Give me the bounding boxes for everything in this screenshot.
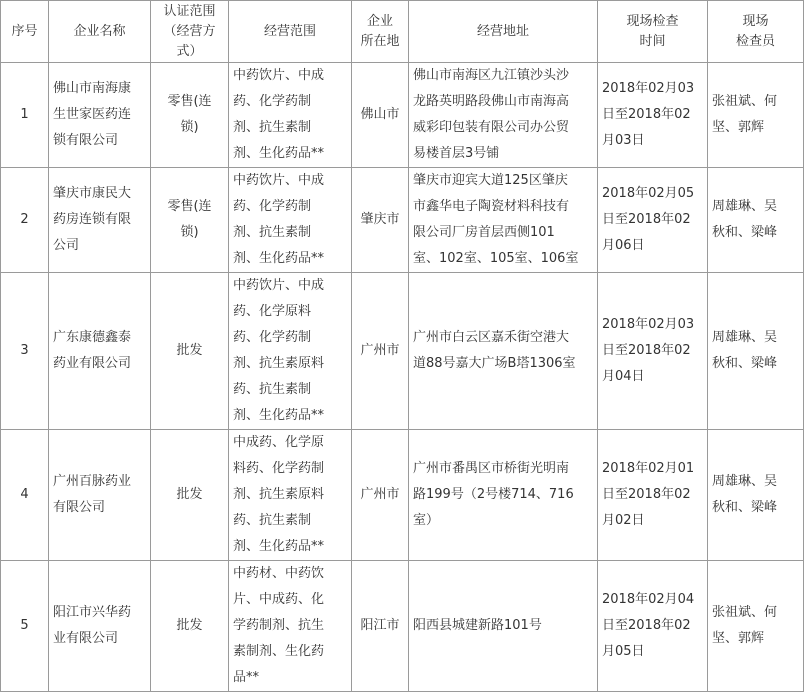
cell-inspectors: 张祖斌、何 坚、郭辉 (708, 63, 804, 168)
header-cert-scope: 认证范围 （经营方 式） (151, 1, 229, 63)
cell-cert-scope: 零售(连 锁) (151, 168, 229, 273)
cell-seq: 3 (1, 273, 49, 430)
cell-inspectors: 周雄琳、吴 秋和、梁峰 (708, 430, 804, 561)
cell-seq: 5 (1, 561, 49, 692)
cell-city: 阳江市 (352, 561, 409, 692)
cell-address: 佛山市南海区九江镇沙头沙 龙路英明路段佛山市南海高 威彩印包装有限公司办公贸 易楼首层3号铺 (409, 63, 598, 168)
header-inspectors: 现场 检查员 (708, 1, 804, 63)
header-address: 经营地址 (409, 1, 598, 63)
cell-company: 广州百脉药业 有限公司 (49, 430, 151, 561)
cell-city: 广州市 (352, 273, 409, 430)
cell-cert-scope: 批发 (151, 273, 229, 430)
table-row (1, 430, 804, 561)
cell-time: 2018年02月04 日至2018年02 月05日 (598, 561, 708, 692)
cell-cert-scope: 批发 (151, 430, 229, 561)
header-biz-scope: 经营范围 (229, 1, 352, 63)
cell-city: 肇庆市 (352, 168, 409, 273)
table-row (1, 168, 804, 273)
table-row (1, 561, 804, 692)
header-city: 企业 所在地 (352, 1, 409, 63)
cell-biz-scope: 中成药、化学原 料药、化学药制 剂、抗生素原料 药、抗生素制 剂、生化药品** (229, 430, 352, 561)
cell-time: 2018年02月03 日至2018年02 月03日 (598, 63, 708, 168)
cell-company: 阳江市兴华药 业有限公司 (49, 561, 151, 692)
cell-biz-scope: 中药饮片、中成 药、化学药制 剂、抗生素制 剂、生化药品** (229, 168, 352, 273)
cell-biz-scope: 中药饮片、中成 药、化学原料 药、化学药制 剂、抗生素原料 药、抗生素制 剂、生化药品** (229, 273, 352, 430)
cell-city: 广州市 (352, 430, 409, 561)
header-row (1, 1, 804, 63)
cell-city: 佛山市 (352, 63, 409, 168)
cell-address: 阳西县城建新路101号 (409, 561, 598, 692)
cell-cert-scope: 批发 (151, 561, 229, 692)
header-company: 企业名称 (49, 1, 151, 63)
table-row (1, 63, 804, 168)
cell-time: 2018年02月01 日至2018年02 月02日 (598, 430, 708, 561)
cell-seq: 4 (1, 430, 49, 561)
cell-seq: 1 (1, 63, 49, 168)
cell-company: 肇庆市康民大 药房连锁有限 公司 (49, 168, 151, 273)
cell-biz-scope: 中药材、中药饮 片、中成药、化 学药制剂、抗生 素制剂、生化药 品** (229, 561, 352, 692)
cell-time: 2018年02月05 日至2018年02 月06日 (598, 168, 708, 273)
cell-cert-scope: 零售(连 锁) (151, 63, 229, 168)
cell-seq: 2 (1, 168, 49, 273)
cell-time: 2018年02月03 日至2018年02 月04日 (598, 273, 708, 430)
cell-company: 广东康德鑫泰 药业有限公司 (49, 273, 151, 430)
cell-company: 佛山市南海康 生世家医药连 锁有限公司 (49, 63, 151, 168)
cell-address: 广州市番禺区市桥街光明南 路199号（2号楼714、716 室） (409, 430, 598, 561)
cell-address: 广州市白云区嘉禾街空港大 道88号嘉大广场B塔1306室 (409, 273, 598, 430)
table-row (1, 273, 804, 430)
cell-inspectors: 周雄琳、吴 秋和、梁峰 (708, 273, 804, 430)
cell-biz-scope: 中药饮片、中成 药、化学药制 剂、抗生素制 剂、生化药品** (229, 63, 352, 168)
cell-inspectors: 周雄琳、吴 秋和、梁峰 (708, 168, 804, 273)
cell-inspectors: 张祖斌、何 坚、郭辉 (708, 561, 804, 692)
cell-address: 肇庆市迎宾大道125区肇庆 市鑫华电子陶瓷材料科技有 限公司厂房首层西侧101 室、102室、105室、106室 (409, 168, 598, 273)
header-seq: 序号 (1, 1, 49, 63)
header-inspect-time: 现场检查 时间 (598, 1, 708, 63)
